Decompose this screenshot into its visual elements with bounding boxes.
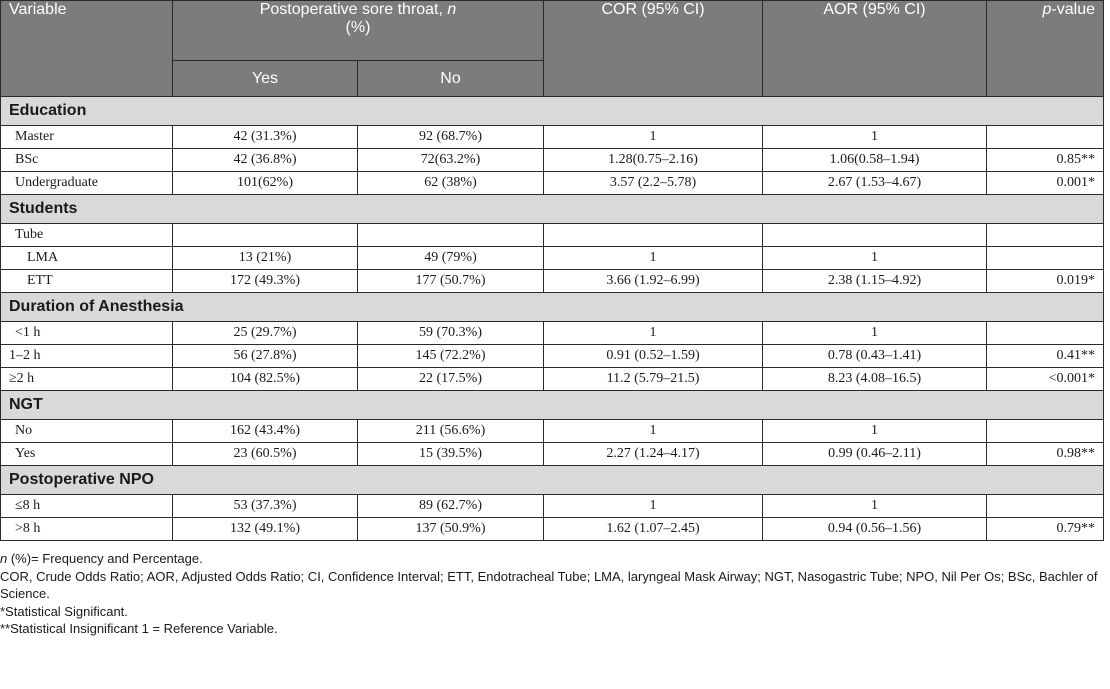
cell-aor: 2.67 (1.53–4.67) — [763, 172, 987, 195]
cell-yes: 13 (21%) — [173, 247, 358, 270]
cell-p-value — [987, 420, 1104, 443]
table-row — [1, 443, 1104, 466]
cell-no: 177 (50.7%) — [358, 270, 544, 293]
cell-variable: LMA — [1, 247, 173, 270]
cell-p-value: 0.41** — [987, 345, 1104, 368]
table-row — [1, 224, 1104, 247]
section-row-ngt — [1, 391, 1104, 420]
cell-p-value — [987, 247, 1104, 270]
cell-yes: 42 (31.3%) — [173, 126, 358, 149]
table-body — [1, 97, 1104, 541]
cell-yes: 53 (37.3%) — [173, 495, 358, 518]
cell-yes: 56 (27.8%) — [173, 345, 358, 368]
cell-no: 89 (62.7%) — [358, 495, 544, 518]
cell-yes: 101(62%) — [173, 172, 358, 195]
cell-yes: 162 (43.4%) — [173, 420, 358, 443]
cell-p-value — [987, 322, 1104, 345]
table-row — [1, 270, 1104, 293]
cell-no: 211 (56.6%) — [358, 420, 544, 443]
cell-cor: 1 — [544, 126, 763, 149]
cell-variable: Tube — [1, 224, 173, 247]
cell-cor: 3.57 (2.2–5.78) — [544, 172, 763, 195]
section-row-duration-of-anesthesia — [1, 293, 1104, 322]
section-row-education — [1, 97, 1104, 126]
table-row — [1, 322, 1104, 345]
cell-no: 15 (39.5%) — [358, 443, 544, 466]
table-row — [1, 345, 1104, 368]
section-title: Duration of Anesthesia — [1, 293, 1104, 322]
header-aor: AOR (95% CI) — [763, 1, 987, 97]
cell-p-value: 0.019* — [987, 270, 1104, 293]
cell-yes: 23 (60.5%) — [173, 443, 358, 466]
section-title: Education — [1, 97, 1104, 126]
cell-p-value — [987, 495, 1104, 518]
table-row — [1, 420, 1104, 443]
cell-p-value: 0.98** — [987, 443, 1104, 466]
cell-yes: 104 (82.5%) — [173, 368, 358, 391]
table-footnotes — [0, 550, 1105, 638]
cell-aor: 0.94 (0.56–1.56) — [763, 518, 987, 541]
cell-yes — [173, 224, 358, 247]
cell-p-value — [987, 224, 1104, 247]
cell-no: 145 (72.2%) — [358, 345, 544, 368]
cell-cor: 1 — [544, 495, 763, 518]
cell-variable: ≥2 h — [1, 368, 173, 391]
cell-p-value: 0.001* — [987, 172, 1104, 195]
section-title: Students — [1, 195, 1104, 224]
cell-variable: Master — [1, 126, 173, 149]
footnote-insignificant: **Statistical Insignificant 1 = Reference Variable. — [0, 621, 278, 636]
cell-no: 62 (38%) — [358, 172, 544, 195]
cell-cor — [544, 224, 763, 247]
cell-yes: 172 (49.3%) — [173, 270, 358, 293]
header-variable: Variable — [1, 1, 173, 97]
cell-p-value: 0.85** — [987, 149, 1104, 172]
cell-variable: No — [1, 420, 173, 443]
cell-aor: 1.06(0.58–1.94) — [763, 149, 987, 172]
cell-variable: ETT — [1, 270, 173, 293]
table-row — [1, 368, 1104, 391]
cell-variable: 1–2 h — [1, 345, 173, 368]
footnote-abbreviations: COR, Crude Odds Ratio; AOR, Adjusted Odds Ratio; CI, Confidence Interval; ETT, Endotracheal Tube; LMA, laryngeal Mask Airway; NGT, Nasogastric Tube; NPO, Nil Per Os; BSc, Bachler of Science. — [0, 568, 1098, 601]
cell-no: 59 (70.3%) — [358, 322, 544, 345]
header-no: No — [358, 61, 544, 97]
footnote-significant: *Statistical Significant. — [0, 603, 128, 619]
cell-aor: 1 — [763, 420, 987, 443]
cell-aor: 0.78 (0.43–1.41) — [763, 345, 987, 368]
header-p-value: p-value — [987, 1, 1104, 97]
cell-aor: 1 — [763, 247, 987, 270]
cell-no: 137 (50.9%) — [358, 518, 544, 541]
cell-cor: 1.62 (1.07–2.45) — [544, 518, 763, 541]
cell-no — [358, 224, 544, 247]
cell-p-value: 0.79** — [987, 518, 1104, 541]
cell-yes: 132 (49.1%) — [173, 518, 358, 541]
cell-cor: 2.27 (1.24–4.17) — [544, 443, 763, 466]
cell-aor: 2.38 (1.15–4.92) — [763, 270, 987, 293]
cell-yes: 42 (36.8%) — [173, 149, 358, 172]
cell-no: 22 (17.5%) — [358, 368, 544, 391]
cell-cor: 1 — [544, 420, 763, 443]
cell-cor: 1 — [544, 322, 763, 345]
cell-aor: 1 — [763, 322, 987, 345]
cell-cor: 1 — [544, 247, 763, 270]
cell-aor: 1 — [763, 495, 987, 518]
table-row — [1, 518, 1104, 541]
table-row — [1, 149, 1104, 172]
section-row-postoperative-npo — [1, 466, 1104, 495]
section-row-students — [1, 195, 1104, 224]
cell-cor: 11.2 (5.79–21.5) — [544, 368, 763, 391]
footnote-n: n (%)= Frequency and Percentage. — [0, 551, 203, 566]
cell-variable: BSc — [1, 149, 173, 172]
cell-yes: 25 (29.7%) — [173, 322, 358, 345]
cell-aor — [763, 224, 987, 247]
header-cor: COR (95% CI) — [544, 1, 763, 97]
cell-variable: <1 h — [1, 322, 173, 345]
section-title: NGT — [1, 391, 1104, 420]
section-title: Postoperative NPO — [1, 466, 1104, 495]
cell-p-value: <0.001* — [987, 368, 1104, 391]
table-header — [1, 1, 1104, 97]
cell-variable: ≤8 h — [1, 495, 173, 518]
cell-no: 92 (68.7%) — [358, 126, 544, 149]
cell-p-value — [987, 126, 1104, 149]
cell-variable: Undergraduate — [1, 172, 173, 195]
table-row — [1, 126, 1104, 149]
cell-variable: >8 h — [1, 518, 173, 541]
cell-cor: 3.66 (1.92–6.99) — [544, 270, 763, 293]
cell-no: 49 (79%) — [358, 247, 544, 270]
table-row — [1, 495, 1104, 518]
header-postoperative-sore-throat: Postoperative sore throat, n (%) — [173, 1, 544, 61]
table-row — [1, 172, 1104, 195]
cell-variable: Yes — [1, 443, 173, 466]
cell-aor: 0.99 (0.46–2.11) — [763, 443, 987, 466]
header-yes: Yes — [173, 61, 358, 97]
cell-cor: 1.28(0.75–2.16) — [544, 149, 763, 172]
table-row — [1, 247, 1104, 270]
cell-aor: 1 — [763, 126, 987, 149]
cell-no: 72(63.2%) — [358, 149, 544, 172]
cell-cor: 0.91 (0.52–1.59) — [544, 345, 763, 368]
cell-aor: 8.23 (4.08–16.5) — [763, 368, 987, 391]
